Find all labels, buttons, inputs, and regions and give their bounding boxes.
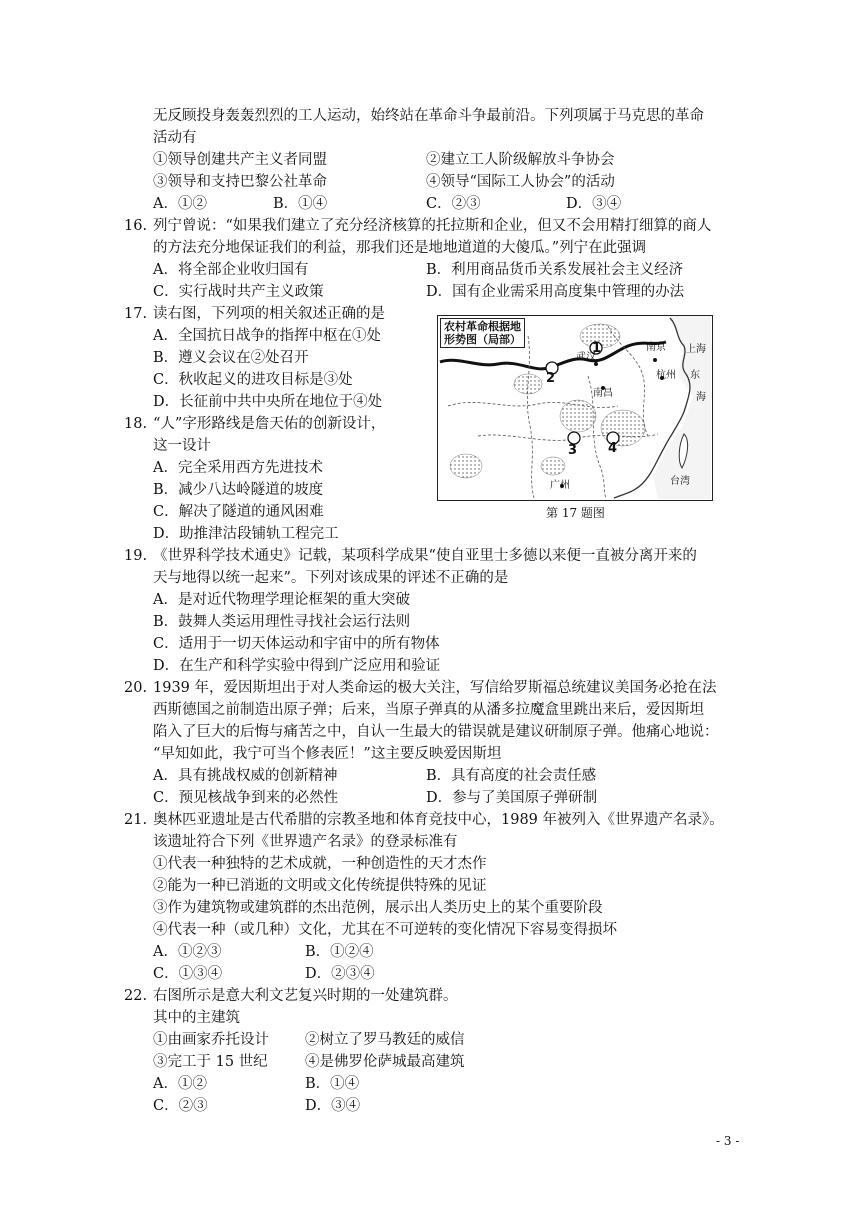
- q22-stem-line2: 其中的主建筑: [153, 1010, 240, 1026]
- map-caption: 第 17 题图: [546, 506, 605, 520]
- q18-number: 18.: [124, 416, 148, 432]
- q21-item-1: ①代表一种独特的艺术成就，一种创造性的天才杰作: [153, 856, 487, 872]
- q22-stem-line1: 右图所示是意大利文艺复兴时期的一处建筑群。: [153, 988, 458, 1004]
- q15-item-3: ③领导和支持巴黎公社革命: [153, 174, 327, 190]
- q21-option-c: C．①③④: [153, 966, 223, 982]
- q19-stem-line1: 《世界科学技术通史》记载，某项科学成果“使自亚里士多德以来便一直被分离开来的: [153, 548, 697, 564]
- q19-number: 19.: [124, 548, 148, 564]
- q18-stem-line1: “人”字形路线是詹天佑的创新设计，: [153, 416, 386, 432]
- map-label-hangzhou: 杭州: [656, 370, 676, 381]
- q19-option-a: A．是对近代物理学理论框架的重大突破: [153, 592, 410, 608]
- map-label-guangzhou: 广州: [550, 480, 570, 491]
- q15-item-4: ④领导“国际工人协会”的活动: [426, 174, 615, 190]
- revolution-base-map: [437, 315, 713, 501]
- q16-stem-line1: 列宁曾说：“如果我们建立了充分经济核算的托拉斯和企业，但又不会用精打细算的商人: [153, 218, 712, 234]
- q20-option-a: A．具有挑战权威的创新精神: [153, 768, 338, 784]
- q16-option-a: A．将全部企业收归国有: [153, 262, 309, 278]
- q20-option-d: D．参与了美国原子弹研制: [426, 790, 598, 806]
- q21-item-3: ③作为建筑物或建筑群的杰出范例，展示出人类历史上的某个重要阶段: [153, 900, 603, 916]
- q19-option-c: C．适用于一切天体运动和宇宙中的所有物体: [153, 636, 440, 652]
- q16-option-c: C．实行战时共产主义政策: [153, 284, 324, 300]
- map-label-nanjing: 南京: [646, 342, 666, 353]
- q17-number: 17.: [124, 306, 148, 322]
- q15-option-c: C．②③: [426, 196, 481, 212]
- q19-stem-line2: 天与地得以统一起来”。下列对该成果的评述不正确的是: [153, 570, 509, 586]
- map-label-donghai-2: 海: [696, 392, 706, 403]
- q21-option-a: A．①②③: [153, 944, 222, 960]
- q20-option-c: C．预见核战争到来的必然性: [153, 790, 339, 806]
- q21-number: 21.: [124, 812, 148, 828]
- q15-item-1: ①领导创建共产主义者同盟: [153, 152, 327, 168]
- q21-stem-line2: 该遗址符合下列《世界遗产名录》的登录标准有: [153, 834, 458, 850]
- map-marker-2: 2: [546, 371, 556, 386]
- map-label-nanchang: 南昌: [593, 388, 613, 399]
- q16-option-d: D．国有企业需采用高度集中管理的办法: [426, 284, 685, 300]
- q18-stem-line2: 这一设计: [153, 438, 211, 454]
- q22-item-3: ③完工于 15 世纪: [153, 1054, 268, 1070]
- q20-number: 20.: [124, 680, 148, 696]
- q20-stem-line4: “早知如此，我宁可当个修表匠！”这主要反映爱因斯坦: [153, 746, 502, 762]
- map-title: [440, 318, 525, 348]
- q20-option-b: B．具有高度的社会责任感: [426, 768, 597, 784]
- q22-item-4: ④是佛罗伦萨城最高建筑: [305, 1054, 465, 1070]
- map-marker-4: 4: [608, 441, 618, 456]
- page-number: - 3 -: [716, 1134, 740, 1148]
- q17-option-b: B．遵义会议在②处召开: [153, 350, 309, 366]
- q22-option-a: A．①②: [153, 1076, 207, 1092]
- q20-stem-line3: 陷入了巨大的后悔与痛苦之中，自认一生最大的错误就是建议研制原子弹。他痛心地说：: [153, 724, 719, 740]
- q18-option-c: C．解决了隧道的通风困难: [153, 504, 324, 520]
- q18-option-a: A．完全采用西方先进技术: [153, 460, 323, 476]
- map-label-taiwan: 台湾: [670, 476, 690, 487]
- q15-item-2: ②建立工人阶级解放斗争协会: [426, 152, 615, 168]
- map-title-line1: 农村革命根据地: [444, 320, 521, 333]
- q15-stem-line2: 活动有: [153, 130, 197, 146]
- map-marker-1: 1: [592, 341, 602, 356]
- q17-option-d: D．长征前中共中央所在地位于④处: [153, 394, 383, 410]
- q17-stem: 读右图，下列项的相关叙述正确的是: [153, 306, 385, 322]
- q22-option-b: B．①④: [305, 1076, 360, 1092]
- q18-option-b: B．减少八达岭隧道的坡度: [153, 482, 324, 498]
- q20-stem-line1: 1939 年，爱因斯坦出于对人类命运的极大关注，写信给罗斯福总统建议美国务必抢在法: [153, 680, 717, 696]
- q15-option-d: D．③④: [566, 196, 622, 212]
- q19-option-d: D．在生产和科学实验中得到广泛应用和验证: [153, 658, 441, 674]
- q17-option-a: A．全国抗日战争的指挥中枢在①处: [153, 328, 381, 344]
- map-title-line2: 形势图（局部）: [444, 333, 521, 346]
- map-label-shanghai: 上海: [686, 344, 706, 355]
- q15-option-b: B．①④: [273, 196, 328, 212]
- map-label-donghai-1: 东: [690, 370, 700, 381]
- q20-stem-line2: 西斯德国之前制造出原子弹；后来，当原子弹真的从潘多拉魔盒里跳出来后，爱因斯坦: [153, 702, 704, 718]
- q16-option-b: B．利用商品货币关系发展社会主义经济: [426, 262, 684, 278]
- q21-item-4: ④代表一种（或几种）文化，尤其在不可逆转的变化情况下容易变得损坏: [153, 922, 617, 938]
- q16-stem-line2: 的方法充分地保证我们的利益，那我们还是地地道道的大傻瓜。”列宁在此强调: [153, 240, 647, 256]
- q22-item-1: ①由画家乔托设计: [153, 1032, 269, 1048]
- q21-option-d: D．②③④: [305, 966, 375, 982]
- q16-number: 16.: [124, 218, 148, 234]
- q21-option-b: B．①②④: [305, 944, 374, 960]
- map-label-wuhan: 武汉: [576, 352, 596, 363]
- q22-item-2: ②树立了罗马教廷的威信: [305, 1032, 465, 1048]
- q15-stem-line1: 无反顾投身轰轰烈烈的工人运动，始终站在革命斗争最前沿。下列项属于马克思的革命: [153, 108, 704, 124]
- map-marker-3: 3: [568, 443, 578, 458]
- q19-option-b: B．鼓舞人类运用理性寻找社会运行法则: [153, 614, 411, 630]
- q21-item-2: ②能为一种已消逝的文明或文化传统提供特殊的见证: [153, 878, 487, 894]
- q17-option-c: C．秋收起义的进攻目标是③处: [153, 372, 353, 388]
- q22-number: 22.: [124, 988, 148, 1004]
- q15-option-a: A．①②: [153, 196, 207, 212]
- q22-option-d: D．③④: [305, 1098, 361, 1114]
- q22-option-c: C．②③: [153, 1098, 208, 1114]
- q18-option-d: D．助推津沽段铺轨工程完工: [153, 526, 339, 542]
- q21-stem-line1: 奥林匹亚遗址是古代希腊的宗教圣地和体育竞技中心，1989 年被列入《世界遗产名录》。: [153, 812, 724, 828]
